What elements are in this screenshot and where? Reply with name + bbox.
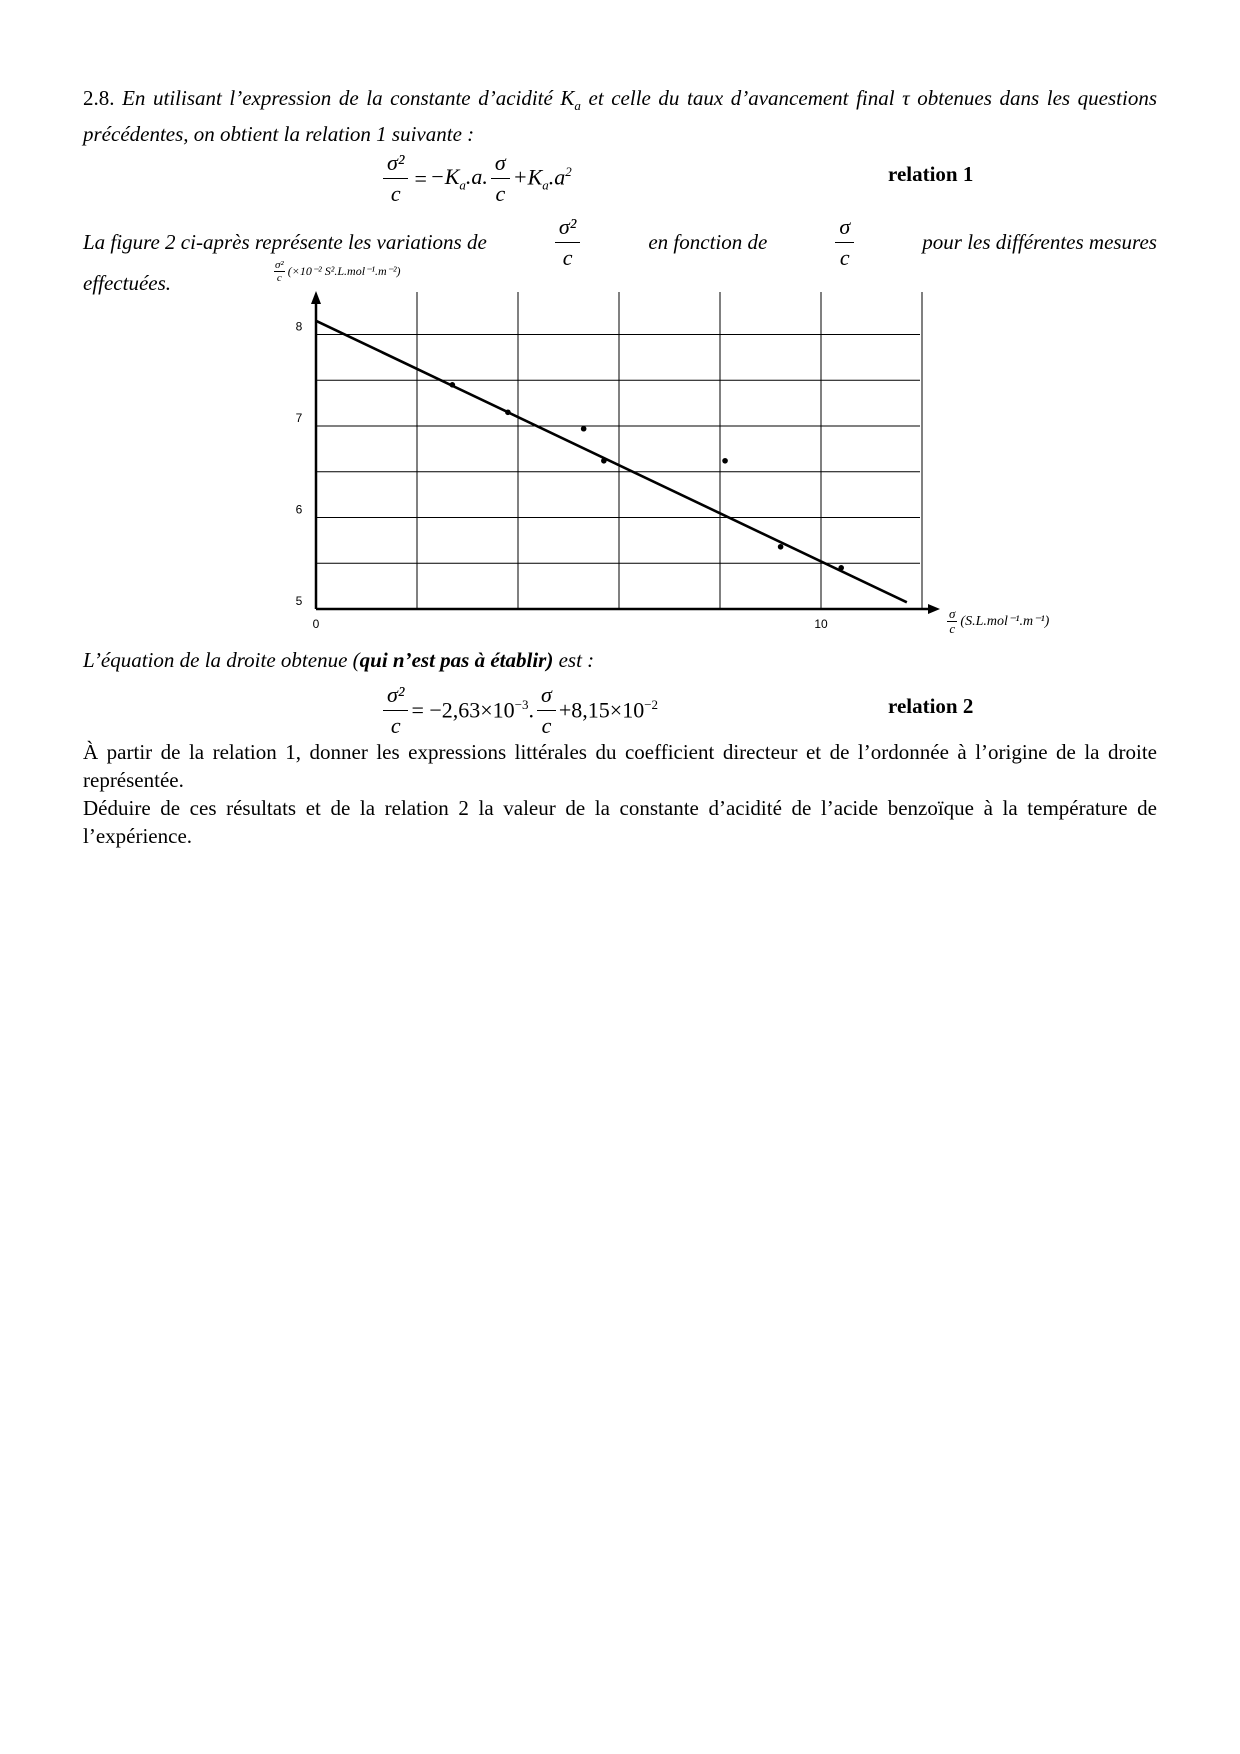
data-point [838,565,844,571]
intro-paragraph [83,84,1157,148]
data-point [778,544,784,550]
chart-grid [316,292,922,609]
chart-x-axis-label: $\frac{\sigma}{c}$ (S.L.mol⁻¹.m⁻¹) [949,606,1050,636]
chart-tick-labels [296,320,828,632]
y-tick-label: 7 [295,411,303,425]
chart-points [450,382,844,571]
y-tick-label: 8 [295,319,303,334]
question-paragraph-1: À partir de la relation 1, donner les expressions littérales du coefficient directeur et de l’ordonnée à l’origine de la droite représentée. [83,740,1157,792]
relation-1-mid-fraction: $\frac{\sigma}{c}$ [491,148,510,209]
data-point [722,458,728,464]
y-tick-label: 6 [295,502,303,517]
relation-1-lhs: $\frac{\text{σ²}}{c}$ [383,148,408,209]
data-point [450,382,456,388]
relation-2-label: relation 2 [888,694,974,718]
figure-fraction-sigma-c: $\frac{\sigma}{c}$ [835,212,854,273]
y-axis-arrow [311,291,321,304]
data-point [505,409,511,415]
chart-axes [311,291,940,614]
data-point [601,458,607,464]
question-number: 2.8. [83,86,115,110]
figure-description-line2: effectuées. [83,271,172,295]
fit-line [316,321,907,603]
intro-text: En utilisant l’expression de la constante d’acidité $K_a$ et celle du taux d’avancement final τ obtenues dans les questions précédentes, on obtient la relation 1 suivante : [83,86,1157,147]
x-tick-label: 10 [814,617,828,631]
relation-2-equation: $\frac{\text{σ²}}{c}$ = $-2,63\times 10^{-3}$. $\frac{\sigma}{c}$ $+8,15\times 10^{-2}$ [380,680,658,741]
chart-y-axis-label: $\frac{\text{σ²}}{c}$ (×10⁻² S².L.mol⁻¹.m⁻²) [275,259,401,284]
data-point [581,426,587,432]
x-tick-label: 0 [312,617,320,631]
x-axis-arrow [928,604,940,614]
relation-1-label: relation 1 [888,162,974,186]
relation-2-lhs: $\frac{\text{σ²}}{c}$ [383,680,408,741]
equation-intro: L’équation de la droite obtenue (qui n’est pas à établir) est : [83,648,595,672]
figure-description: La figure 2 ci-après représente les variations de $\frac{\text{σ²}}{c}$ en fonction de $\frac{\sigma}{c}$ pour les différentes mesures [83,212,1157,273]
relation-1-equation: $\frac{\text{σ²}}{c}$ = $-K_a.a$. $\frac{\sigma}{c}$ $+K_a.a^2$ [380,148,572,209]
figure-fraction-sigma2-c: $\frac{\text{σ²}}{c}$ [555,212,580,273]
relation-2-mid-fraction: $\frac{\sigma}{c}$ [537,680,556,741]
chart-fit-line [316,321,907,603]
question-paragraph-2: Déduire de ces résultats et de la relation 2 la valeur de la constante d’acidité de l’acide benzoïque à la température de l’expérience. [83,796,1157,848]
y-tick-label: 5 [295,594,303,608]
